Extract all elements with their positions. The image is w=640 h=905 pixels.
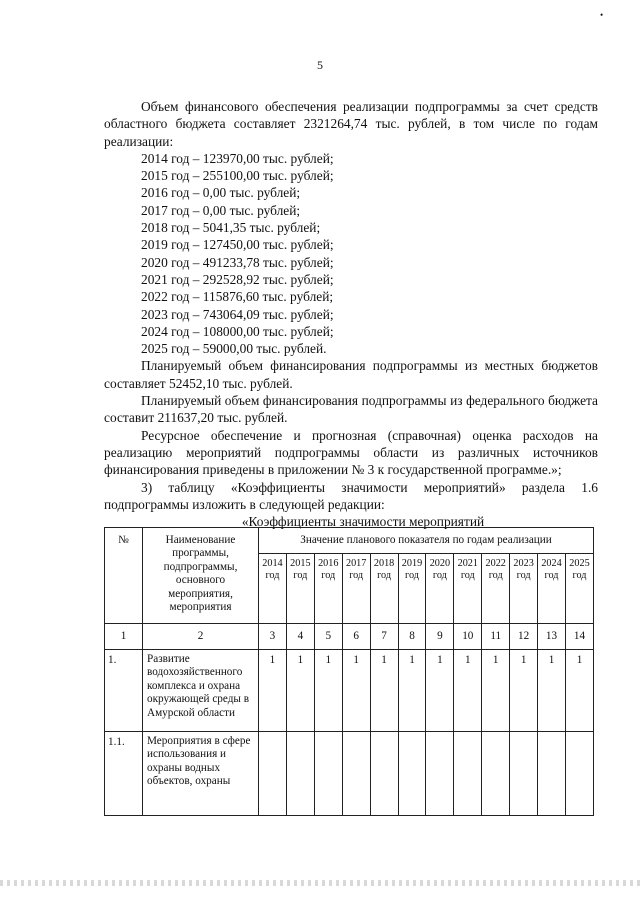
year-number: 2016 <box>318 558 339 569</box>
page-number: 5 <box>317 58 323 72</box>
year-number: 2014 <box>262 558 283 569</box>
column-number: 3 <box>259 624 287 650</box>
year-line: 2021 год – 292528,92 тыс. рублей; <box>141 271 334 287</box>
column-number: 13 <box>538 624 566 650</box>
row-value <box>454 732 482 816</box>
year-unit: год <box>516 570 531 581</box>
year-unit: год <box>349 570 364 581</box>
year-header-cell <box>342 554 370 624</box>
year-unit: год <box>460 570 475 581</box>
year-unit: год <box>572 570 587 581</box>
year-number: 2024 <box>541 558 562 569</box>
row-value <box>538 732 566 816</box>
year-unit: год <box>321 570 336 581</box>
year-unit: год <box>265 570 280 581</box>
row-value: 1 <box>565 650 593 732</box>
column-number: 4 <box>286 624 314 650</box>
year-line: 2024 год – 108000,00 тыс. рублей; <box>141 323 334 339</box>
row-value <box>314 732 342 816</box>
year-number: 2019 <box>401 558 423 569</box>
column-number: 11 <box>482 624 510 650</box>
year-number: 2022 <box>485 558 506 569</box>
table-header-row <box>105 528 594 554</box>
column-number: 8 <box>398 624 426 650</box>
coefficients-table <box>104 527 594 816</box>
year-number: 2020 <box>429 558 451 569</box>
year-line: 2025 год – 59000,00 тыс. рублей. <box>141 341 327 357</box>
row-value <box>398 732 426 816</box>
year-line: 2017 год – 0,00 тыс. рублей; <box>141 202 301 218</box>
column-numbers-row <box>105 624 594 650</box>
row-value <box>510 732 538 816</box>
row-value: 1 <box>314 650 342 732</box>
row-value: 1 <box>538 650 566 732</box>
year-number: 2017 <box>345 558 367 569</box>
row-value <box>286 732 314 816</box>
row-value: 1 <box>342 650 370 732</box>
row-value: 1 <box>259 650 287 732</box>
row-value <box>370 732 398 816</box>
year-unit: год <box>293 570 308 581</box>
year-unit: год <box>488 570 503 581</box>
header-name: Наименование программы, подпрограммы, основного мероприятия, мероприятия <box>143 528 259 624</box>
year-header-cell <box>314 554 342 624</box>
table-title: «Коэффициенты значимости мероприятий <box>241 514 485 530</box>
row-name: Развитие водохозяйственного комплекса и охрана окружающей среды в Амурской области <box>143 650 259 732</box>
row-value: 1 <box>482 650 510 732</box>
year-unit: год <box>377 570 392 581</box>
year-header-cell <box>370 554 398 624</box>
year-header-cell <box>286 554 314 624</box>
year-number: 2021 <box>457 558 478 569</box>
paragraph-table-instruction: 3) таблицу «Коэффициенты значимости мероприятий» раздела 1.6 подпрограммы изложить в следующей редакции: <box>104 479 598 512</box>
year-header-cell <box>454 554 482 624</box>
year-number: 2023 <box>513 558 534 569</box>
row-value: 1 <box>370 650 398 732</box>
year-line: 2014 год – 123970,00 тыс. рублей; <box>141 150 334 166</box>
row-value: 1 <box>426 650 454 732</box>
header-number: № <box>105 528 143 624</box>
year-line: 2018 год – 5041,35 тыс. рублей; <box>141 220 321 236</box>
column-number: 9 <box>426 624 454 650</box>
row-name: Мероприятия в сфере использования и охраны водных объектов, охраны <box>143 732 259 816</box>
header-plan-values: Значение планового показателя по годам реализации <box>259 528 594 554</box>
column-number: 6 <box>342 624 370 650</box>
row-value <box>342 732 370 816</box>
year-header-cell <box>482 554 510 624</box>
year-line: 2016 год – 0,00 тыс. рублей; <box>141 185 301 201</box>
column-number: 14 <box>565 624 593 650</box>
table-row <box>105 650 594 732</box>
year-header-cell <box>538 554 566 624</box>
year-header-cell <box>565 554 593 624</box>
column-number: 1 <box>105 624 143 650</box>
table-row <box>105 732 594 816</box>
column-number: 5 <box>314 624 342 650</box>
year-header-cell <box>398 554 426 624</box>
year-number: 2025 <box>569 558 590 569</box>
paragraph-regional-budget: Объем финансового обеспечения реализации подпрограммы за счет средств областного бюджета составляет 2321264,74 тыс. рублей, в том числе по годам реализации: <box>104 99 598 149</box>
year-line: 2020 год – 491233,78 тыс. рублей; <box>141 254 334 270</box>
row-value: 1 <box>510 650 538 732</box>
row-value: 1 <box>398 650 426 732</box>
row-number: 1.1. <box>105 732 143 816</box>
paragraph-federal-budget: Планируемый объем финансирования подпрограммы из федерального бюджета составит 211637,20 тыс. рублей. <box>104 393 598 426</box>
year-header-cell <box>510 554 538 624</box>
row-value: 1 <box>454 650 482 732</box>
column-number: 12 <box>510 624 538 650</box>
row-number: 1. <box>105 650 143 732</box>
year-unit: год <box>405 570 419 581</box>
column-number: 2 <box>143 624 259 650</box>
year-number: 2015 <box>290 558 311 569</box>
document-body <box>104 98 598 530</box>
year-line: 2015 год – 255100,00 тыс. рублей; <box>141 168 334 184</box>
year-header-cell <box>426 554 454 624</box>
row-value <box>426 732 454 816</box>
year-line: 2022 год – 115876,60 тыс. рублей; <box>141 289 334 305</box>
paragraph-local-budget: Планируемый объем финансирования подпрограммы из местных бюджетов составляет 52452,10 тыс. рублей. <box>104 358 598 391</box>
year-unit: год <box>432 570 447 581</box>
row-value <box>565 732 593 816</box>
scan-edge-strip <box>0 880 640 886</box>
row-value <box>482 732 510 816</box>
year-header-cell <box>259 554 287 624</box>
paragraph-resource-support: Ресурсное обеспечение и прогнозная (справочная) оценка расходов на реализацию мероприятий подпрограммы области из различных источников финансирования приведены в приложении № 3 к государственной программе.»; <box>104 427 598 478</box>
column-number: 7 <box>370 624 398 650</box>
year-number: 2018 <box>373 558 395 569</box>
row-value <box>259 732 287 816</box>
year-line: 2023 год – 743064,09 тыс. рублей; <box>141 306 334 322</box>
year-unit: год <box>544 570 559 581</box>
row-value: 1 <box>286 650 314 732</box>
corner-mark: • <box>600 10 604 20</box>
column-number: 10 <box>454 624 482 650</box>
year-line: 2019 год – 127450,00 тыс. рублей; <box>141 237 334 253</box>
